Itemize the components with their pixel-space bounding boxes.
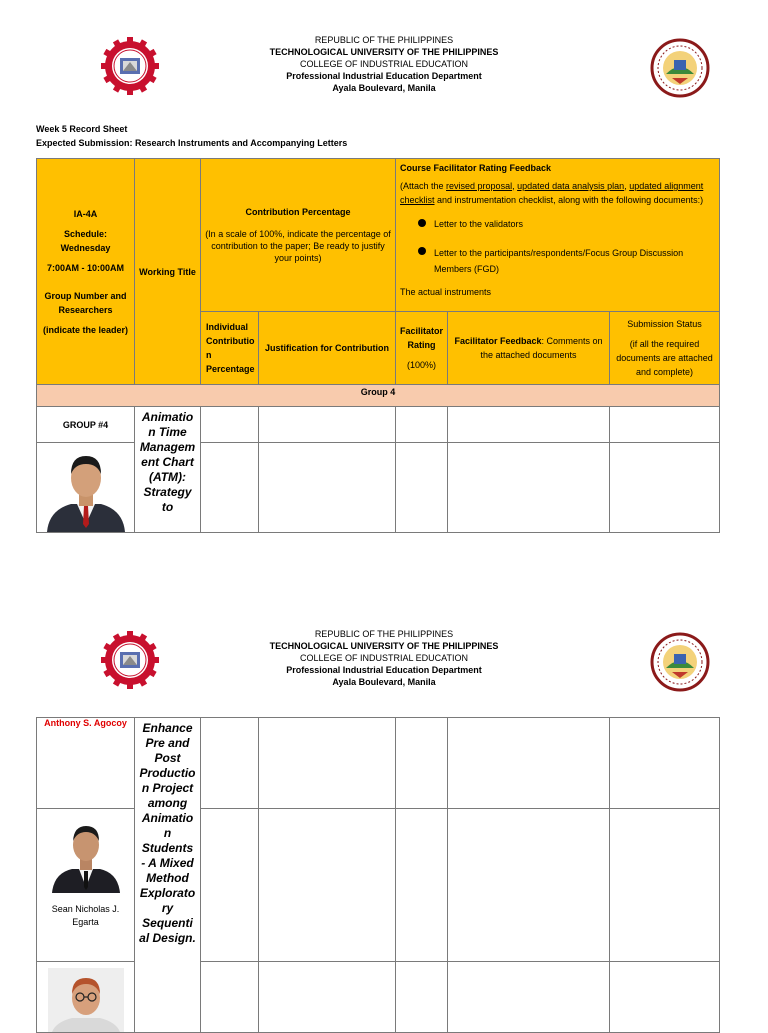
feedback-cell[interactable] — [448, 718, 610, 809]
schedule-label: Schedule: — [63, 228, 107, 239]
section-label: IA-4A — [73, 208, 98, 219]
member-photo-cell — [37, 443, 135, 533]
facilitator-rating-label: Facilitator Rating — [399, 326, 443, 350]
justification-cell[interactable] — [259, 407, 396, 443]
rating-scale: (100%) — [406, 360, 436, 370]
status-cell[interactable] — [610, 407, 720, 443]
justification-cell[interactable] — [259, 962, 396, 1033]
contribution-cell[interactable] — [201, 443, 259, 533]
bullet-1-text: Letter to the validators — [434, 219, 524, 229]
letterhead — [0, 34, 768, 114]
attach-sep-2: , — [624, 181, 630, 191]
bullet-icon — [418, 219, 426, 227]
member-photo-icon — [48, 968, 124, 1032]
bullet-2-text: Letter to the participants/respondents/Focus Group Discussion Members (FGD) — [434, 248, 684, 274]
member-photo-icon — [45, 444, 127, 532]
record-table-continued — [36, 717, 720, 1033]
leader-name: Anthony S. Agocoy — [44, 718, 127, 728]
justification-cell[interactable] — [259, 718, 396, 809]
attach-prefix: (Attach the — [400, 181, 447, 191]
letterhead-text — [234, 628, 534, 688]
section-schedule-cell — [37, 159, 135, 385]
header-department: Professional Industrial Education Department — [286, 665, 482, 675]
justification-header: Justification for Contribution — [259, 312, 396, 385]
group-band: Group 4 — [37, 385, 720, 407]
header-university: TECHNOLOGICAL UNIVERSITY OF THE PHILIPPINES — [269, 641, 499, 651]
rating-cell[interactable] — [396, 407, 448, 443]
justification-cell[interactable] — [259, 443, 396, 533]
contribution-cell[interactable] — [201, 407, 259, 443]
alignment-checklist-link: updated alignment checklist — [400, 181, 704, 205]
facilitator-feedback-header — [396, 159, 720, 312]
contribution-note: (In a scale of 100%, indicate the percentage of contribution to the paper; Be ready to justify your points) — [205, 229, 391, 263]
college-seal-icon — [650, 632, 710, 692]
contribution-cell[interactable] — [201, 718, 259, 809]
member-name-cell — [37, 718, 135, 809]
letterhead-text — [234, 34, 534, 94]
member-photo-cell — [37, 962, 135, 1033]
document-bullet-2 — [418, 245, 715, 277]
facilitator-comments-header — [448, 312, 610, 385]
group-id-cell: GROUP #4 — [37, 407, 135, 443]
actual-instruments: The actual instruments — [400, 287, 492, 297]
contribution-cell[interactable] — [201, 809, 259, 962]
header-university: TECHNOLOGICAL UNIVERSITY OF THE PHILIPPINES — [269, 47, 499, 57]
working-title-cell: Enhance Pre and Post Productio n Project among Animatio n Students - A Mixed Method Explorato ry Sequenti al Design. — [135, 718, 201, 1033]
rating-cell[interactable] — [396, 443, 448, 533]
leader-note: (indicate the leader) — [42, 324, 129, 335]
data-analysis-plan-link: updated data analysis plan — [517, 181, 625, 191]
attach-sep-1: , — [512, 181, 518, 191]
member-photo-cell — [37, 809, 135, 962]
header-republic: REPUBLIC OF THE PHILIPPINES — [314, 629, 454, 639]
facilitator-feedback-title: Course Facilitator Rating Feedback — [400, 163, 552, 173]
feedback-cell[interactable] — [448, 407, 610, 443]
attach-suffix: and instrumentation checklist, along with the following documents:) — [434, 195, 704, 205]
feedback-rest: : Comments on the attached documents — [480, 336, 603, 360]
contribution-header — [201, 159, 396, 312]
feedback-cell[interactable] — [448, 962, 610, 1033]
submission-status-header — [610, 312, 720, 385]
justification-cell[interactable] — [259, 809, 396, 962]
bullet-icon — [418, 247, 426, 255]
week-label: Week 5 Record Sheet — [36, 124, 128, 134]
status-cell[interactable] — [610, 962, 720, 1033]
working-title-cell: Animatio n Time Managem ent Chart (ATM): Strategy to — [135, 407, 201, 533]
feedback-label: Facilitator Feedback — [454, 336, 542, 346]
header-address: Ayala Boulevard, Manila — [332, 677, 436, 687]
attach-instructions — [400, 179, 715, 207]
individual-contribution-header: Individual Contributio n Percentage — [201, 312, 259, 385]
college-seal-icon — [650, 38, 710, 98]
status-cell[interactable] — [610, 718, 720, 809]
rating-cell[interactable] — [396, 809, 448, 962]
schedule-time: 7:00AM - 10:00AM — [46, 262, 125, 273]
header-college: COLLEGE OF INDUSTRIAL EDUCATION — [299, 653, 469, 663]
header-republic: REPUBLIC OF THE PHILIPPINES — [314, 35, 454, 45]
facilitator-rating-header — [396, 312, 448, 385]
page-2 — [0, 628, 768, 1024]
document-bullet-1 — [418, 217, 715, 231]
expected-submission: Expected Submission: Research Instruments and Accompanying Letters — [36, 138, 348, 148]
status-cell[interactable] — [610, 809, 720, 962]
member-photo-icon — [50, 817, 122, 893]
group-number-label: Group Number and Researchers — [44, 290, 127, 315]
header-address: Ayala Boulevard, Manila — [332, 83, 436, 93]
schedule-day: Wednesday — [60, 242, 111, 253]
revised-proposal-link: revised proposal — [446, 181, 513, 191]
record-info — [36, 122, 347, 150]
tup-gear-logo-icon — [100, 630, 160, 690]
header-department: Professional Industrial Education Department — [286, 71, 482, 81]
letterhead — [0, 628, 768, 708]
submission-status-label: Submission Status — [627, 319, 702, 329]
status-cell[interactable] — [610, 443, 720, 533]
member-name: Sean Nicholas J. Egarta — [51, 904, 120, 927]
rating-cell[interactable] — [396, 962, 448, 1033]
record-table — [36, 158, 720, 533]
feedback-cell[interactable] — [448, 809, 610, 962]
submission-status-note: (if all the required documents are attached and complete) — [616, 339, 713, 377]
working-title-header: Working Title — [135, 159, 201, 385]
contribution-cell[interactable] — [201, 962, 259, 1033]
tup-gear-logo-icon — [100, 36, 160, 96]
rating-cell[interactable] — [396, 718, 448, 809]
feedback-cell[interactable] — [448, 443, 610, 533]
header-college: COLLEGE OF INDUSTRIAL EDUCATION — [299, 59, 469, 69]
contribution-title: Contribution Percentage — [245, 207, 351, 217]
